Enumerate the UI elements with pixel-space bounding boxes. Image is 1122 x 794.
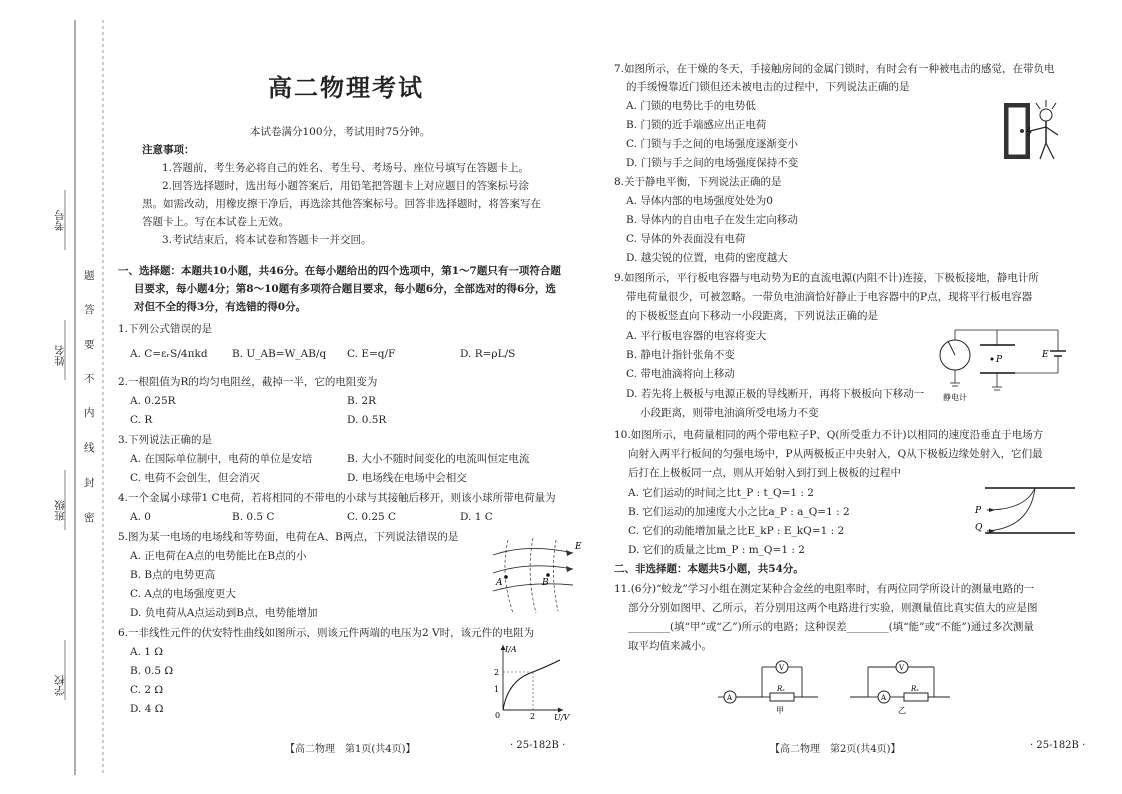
exam-title: 高二物理考试 <box>268 74 424 102</box>
q5-option-c: C. A点的电场强度更大 <box>130 588 236 600</box>
q9-option-d-cont: 小段距离，则带电油滴所受电场力不变 <box>640 407 819 419</box>
q10-fig-label-p: P <box>975 506 982 516</box>
q1-stem: 1.下列公式错误的是 <box>118 323 213 335</box>
q8-option-b: B. 导体内的自由电子在发生定向移动 <box>626 214 798 226</box>
q9-capacitor-figure <box>930 325 1070 405</box>
q1-option-c: C. E=q/F <box>347 348 396 360</box>
q3-option-c: C. 电荷不会创生，但会消灭 <box>130 472 260 484</box>
q3-option-b: B. 大小不随时间变化的电流叫恒定电流 <box>347 453 530 465</box>
seal-char: 密 <box>84 512 95 524</box>
q9-option-a: A. 平行板电容器的电容将变大 <box>626 330 767 342</box>
voltmeter-icon: V <box>899 664 905 672</box>
q7-option-c: C. 门锁与手之间的电场强度逐渐变小 <box>626 138 798 150</box>
q5-stem: 5.图为某一电场的电场线和等势面，电荷在A、B两点，下列说法错误的是 <box>118 531 459 543</box>
q9-option-b: B. 静电计指针张角不变 <box>626 349 735 361</box>
q11-stem: 11.(6分)“蛟龙”学习小组在测定某种合金丝的电阻率时，有两位同学所设计的测量电路的一 <box>614 583 1035 595</box>
q4-option-c: C. 0.25 C <box>347 511 397 523</box>
q8-option-c: C. 导体的外表面没有电荷 <box>626 233 746 245</box>
q9-fig-label-meter: 静电计 <box>943 393 967 402</box>
q6-fig-tick: 2 <box>494 668 500 677</box>
q10-particles-figure <box>975 483 1085 543</box>
notice-line: 1.答题前，考生务必将自己的姓名、考生号、考场号、座位号填写在答题卡上。 <box>162 162 530 174</box>
q10-stem: 向射入两平行板间的匀强电场中，P从两极板正中央射入，Q从下极板边缘处射入，它们最 <box>628 448 1043 460</box>
q8-stem: 8.关于静电平衡，下列说法正确的是 <box>614 176 782 188</box>
q11-fig-label-yi: 乙 <box>898 706 906 715</box>
q6-fig-origin: 0 <box>495 711 501 720</box>
section1-instructions: 一、选择题：本题共10小题，共46分。在每小题给出的四个选项中，第1～7题只有一项符合题 <box>118 265 561 277</box>
q11-stem: 部分分别如图甲、乙所示，若分别用这两个电路进行实验，则测量值比真实值大的应是图 <box>628 602 1038 614</box>
notice-line: 答题卡上。写在本试卷上无效。 <box>142 216 289 228</box>
q6-option-a: A. 1 Ω <box>130 646 163 658</box>
q10-option-b: B. 它们运动的加速度大小之比a_P : a_Q=1 : 2 <box>628 506 850 518</box>
q4-stem: 4.一个金属小球带1 C电荷，若将相同的不带电的小球与其接触后移开，则该小球所带电荷量为 <box>118 492 556 504</box>
q6-option-c: C. 2 Ω <box>130 684 164 696</box>
q2-option-c: C. R <box>130 414 153 426</box>
q7-stem: 的手缓慢靠近门锁但还未被电击的过程中，下列说法正确的是 <box>626 81 910 93</box>
field-name: 姓名 <box>54 345 66 366</box>
q3-stem: 3.下列说法正确的是 <box>118 434 213 446</box>
seal-char: 题 <box>84 270 95 282</box>
q11-stem: 取平均值来减小。 <box>628 640 712 652</box>
notice-line: 3.考试结束后，将本试卷和答题卡一并交回。 <box>162 234 372 246</box>
q5-option-a: A. 正电荷在A点的电势能比在B点的小 <box>130 550 307 562</box>
seal-char: 要 <box>84 339 95 351</box>
q4-option-a: A. 0 <box>130 511 151 523</box>
q9-option-c: C. 带电油滴将向上移动 <box>626 368 735 380</box>
q6-stem: 6.一非线性元件的伏安特性曲线如图所示，则该元件两端的电压为2 V时，该元件的电阻为 <box>118 627 535 639</box>
q6-fig-tick: 2 <box>530 712 536 721</box>
q8-option-d: D. 越尖锐的位置，电荷的密度越大 <box>626 252 788 264</box>
q10-option-c: C. 它们的动能增加量之比E_kP : E_kQ=1 : 2 <box>628 525 845 537</box>
q7-option-b: B. 门锁的近手端感应出正电荷 <box>626 119 767 131</box>
q6-option-b: B. 0.5 Ω <box>130 665 174 677</box>
q5-fig-label-e: E <box>575 542 582 552</box>
q8-option-a: A. 导体内部的电场强度处处为0 <box>626 195 773 207</box>
q5-fig-label-b: B <box>542 578 549 588</box>
q6-option-d: D. 4 Ω <box>130 703 164 715</box>
q5-option-d: D. 负电荷从A点运动到B点，电势能增加 <box>130 607 318 619</box>
field-school: 学校 <box>54 675 66 696</box>
q6-fig-tick: 1 <box>494 685 500 694</box>
field-exam-number: 考号 <box>54 210 66 231</box>
q6-fig-ylabel: I/A <box>505 645 517 654</box>
q7-option-d: D. 门锁与手之间的电场强度保持不变 <box>626 157 799 169</box>
q5-option-b: B. B点的电势更高 <box>130 569 216 581</box>
q2-stem: 2.一根阻值为R的均匀电阻丝，截掉一半，它的电阻变为 <box>118 376 378 388</box>
notice-line: 黑。如需改动，用橡皮擦干净后，再选涂其他答案标号。回答非选择题时，将答案写在 <box>142 198 541 210</box>
seal-char: 答 <box>84 304 95 316</box>
q4-option-b: B. 0.5 C <box>232 511 275 523</box>
q9-stem: 带电荷量很少，可被忽略。一带负电油滴恰好静止于电容器中的P点，现将平行板电容器 <box>626 291 1033 303</box>
voltmeter-icon: V <box>779 664 785 672</box>
q9-stem: 的下极板竖直向下移动一小段距离，下列说法正确的是 <box>626 310 878 322</box>
q10-option-d: D. 它们的质量之比m_P : m_Q=1 : 2 <box>628 544 805 556</box>
q2-option-d: D. 0.5R <box>347 414 387 426</box>
page1-footer-right: · 25-182B · <box>510 740 566 751</box>
q9-option-d: D. 若先将上极板与电源正极的导线断开，再将下极板向下移动一 <box>626 388 925 400</box>
seal-char: 线 <box>84 442 95 454</box>
seal-char: 封 <box>84 477 95 489</box>
section1-instructions: 目要求，每小题4分；第8～10题有多项符合题目要求，每小题6分，全部选对的得6分，选 <box>134 283 556 295</box>
page2-footer-right: · 25-182B · <box>1030 740 1086 751</box>
q10-option-a: A. 它们运动的时间之比t_P : t_Q=1 : 2 <box>628 487 814 499</box>
q4-option-d: D. 1 C <box>460 511 493 523</box>
page2-footer-left: 【高二物理 第2页(共4页)】 <box>770 744 901 755</box>
q10-stem: 后打在上极板同一点，则从开始射入到打到上极板的过程中 <box>628 467 901 479</box>
q10-stem: 10.如图所示，电荷量相同的两个带电粒子P、Q(所受重力不计)以相同的速度沿垂直于电场方 <box>614 429 1044 441</box>
q11-stem: ________(填“甲”或“乙”)所示的电路；这种误差________(填“能”或“不能”)通过多次测量 <box>628 621 1034 633</box>
field-class: 班级 <box>54 500 66 521</box>
q5-field-line-figure <box>488 535 582 615</box>
ammeter-icon: A <box>727 694 733 702</box>
q1-option-b: B. U_AB=W_AB/q <box>232 348 327 360</box>
section2-instructions: 二、非选择题：本题共5小题，共54分。 <box>614 563 804 575</box>
q3-option-d: D. 电场线在电场中会相交 <box>347 472 467 484</box>
q11-fig-label-jia: 甲 <box>776 706 784 715</box>
intro-text: 本试卷满分100分，考试用时75分钟。 <box>250 126 431 138</box>
q1-option-a: A. C=εᵣS/4πkd <box>130 348 208 360</box>
page1-footer-left: 【高二物理 第1页(共4页)】 <box>285 744 416 755</box>
q11-circuit-yi-figure <box>850 655 960 715</box>
q1-option-d: D. R=ρL/S <box>460 348 516 360</box>
section1-instructions: 对但不全的得3分，有选错的得0分。 <box>134 301 307 313</box>
q11-circuit-jia-figure <box>718 655 828 715</box>
q7-option-a: A. 门锁的电势比手的电势低 <box>626 100 756 112</box>
q2-option-b: B. 2R <box>347 395 376 407</box>
q9-fig-label-p: P <box>996 355 1003 365</box>
q10-fig-label-q: Q <box>975 523 983 533</box>
q2-option-a: A. 0.25R <box>130 395 176 407</box>
q11-fig-resistor-label: Rₓ <box>777 685 785 693</box>
q9-fig-label-e: E <box>1042 350 1049 360</box>
q5-fig-label-a: A <box>496 578 503 588</box>
notice-line: 2.回答选择题时，选出每小题答案后，用铅笔把答题卡上对应题目的答案标号涂 <box>162 180 530 192</box>
q6-fig-xlabel: U/V <box>554 713 570 722</box>
q7-door-shock-figure <box>1000 95 1070 165</box>
q11-fig-resistor-label: Rₓ <box>911 685 919 693</box>
q6-iv-curve-figure <box>488 640 578 720</box>
ammeter-icon: A <box>881 694 887 702</box>
q9-stem: 9.如图所示，平行板电容器与电动势为E的直流电源(内阻不计)连接，下极板接地，静电计所 <box>614 272 1039 284</box>
q7-stem: 7.如图所示，在干燥的冬天，手接触房间的金属门锁时，有时会有一种被电击的感觉，在带负电 <box>614 63 1055 75</box>
seal-char: 内 <box>84 407 95 419</box>
q3-option-a: A. 在国际单位制中，电荷的单位是安培 <box>130 453 313 465</box>
seal-char: 不 <box>84 373 95 385</box>
notice-heading: 注意事项： <box>142 144 195 156</box>
